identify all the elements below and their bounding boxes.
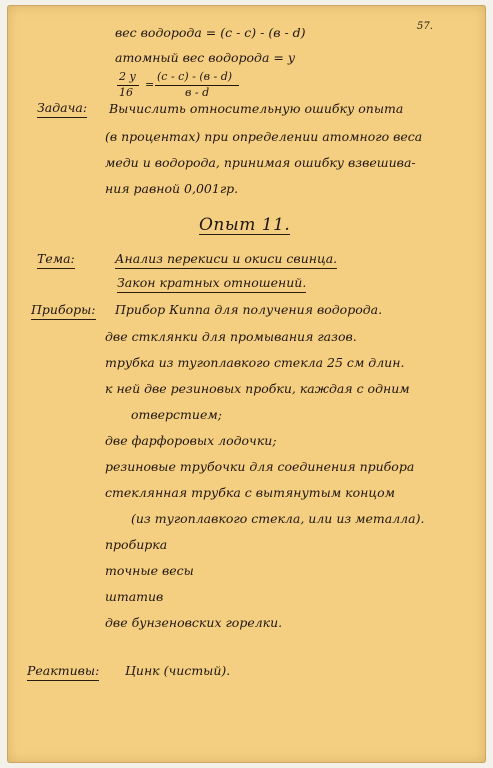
fraction-right-denominator: в - d (185, 86, 210, 99)
fraction-equals: = (145, 78, 155, 91)
fraction-left-numerator: 2 y (119, 70, 136, 83)
task-line: ния равной 0,001гр. (105, 181, 239, 196)
apparatus-label: Приборы: (31, 302, 96, 320)
apparatus-item: точные весы (105, 563, 194, 578)
experiment-title: Опыт 11. (199, 215, 291, 235)
apparatus-item: к ней две резиновых пробки, каждая с одним (105, 381, 410, 396)
task-label: Задача: (37, 100, 87, 118)
apparatus-item: отверстием; (131, 407, 222, 422)
notebook-sheet (7, 5, 486, 763)
formula-hydrogen-weight: вес водорода = (с - с) - (в - d) (115, 25, 306, 40)
task-line: меди и водорода, принимая ошибку взвешива- (105, 155, 416, 170)
apparatus-item: штатив (105, 589, 164, 604)
apparatus-item: (из тугоплавкого стекла, или из металла). (131, 511, 425, 526)
task-line: (в процентах) при определении атомного веса (105, 129, 423, 144)
page-number: 57. (417, 21, 433, 32)
apparatus-item: Прибор Киппа для получения водорода. (115, 302, 383, 317)
theme-line: Анализ перекиси и окиси свинца. (115, 251, 337, 269)
task-line: Вычислить относительную ошибку опыта (109, 101, 404, 116)
fraction-right-numerator: (с - с) - (в - d) (157, 70, 233, 83)
formula-atomic-weight: атомный вес водорода = y (115, 50, 295, 65)
theme-label: Тема: (37, 251, 75, 269)
theme-line: Закон кратных отношений. (117, 275, 306, 293)
apparatus-item: две фарфоровых лодочки; (105, 433, 277, 448)
apparatus-item: пробирка (105, 537, 168, 552)
apparatus-item: трубка из тугоплавкого стекла 25 см длин. (105, 355, 405, 370)
apparatus-item: стеклянная трубка с вытянутым концом (105, 485, 395, 500)
apparatus-item: две бунзеновских горелки. (105, 615, 283, 630)
reagents-text: Цинк (чистый). (125, 663, 231, 678)
apparatus-item: две стклянки для промывания газов. (105, 329, 357, 344)
apparatus-item: резиновые трубочки для соединения прибора (105, 459, 415, 474)
reagents-label: Реактивы: (27, 663, 99, 681)
fraction-left-denominator: 16 (119, 86, 133, 99)
